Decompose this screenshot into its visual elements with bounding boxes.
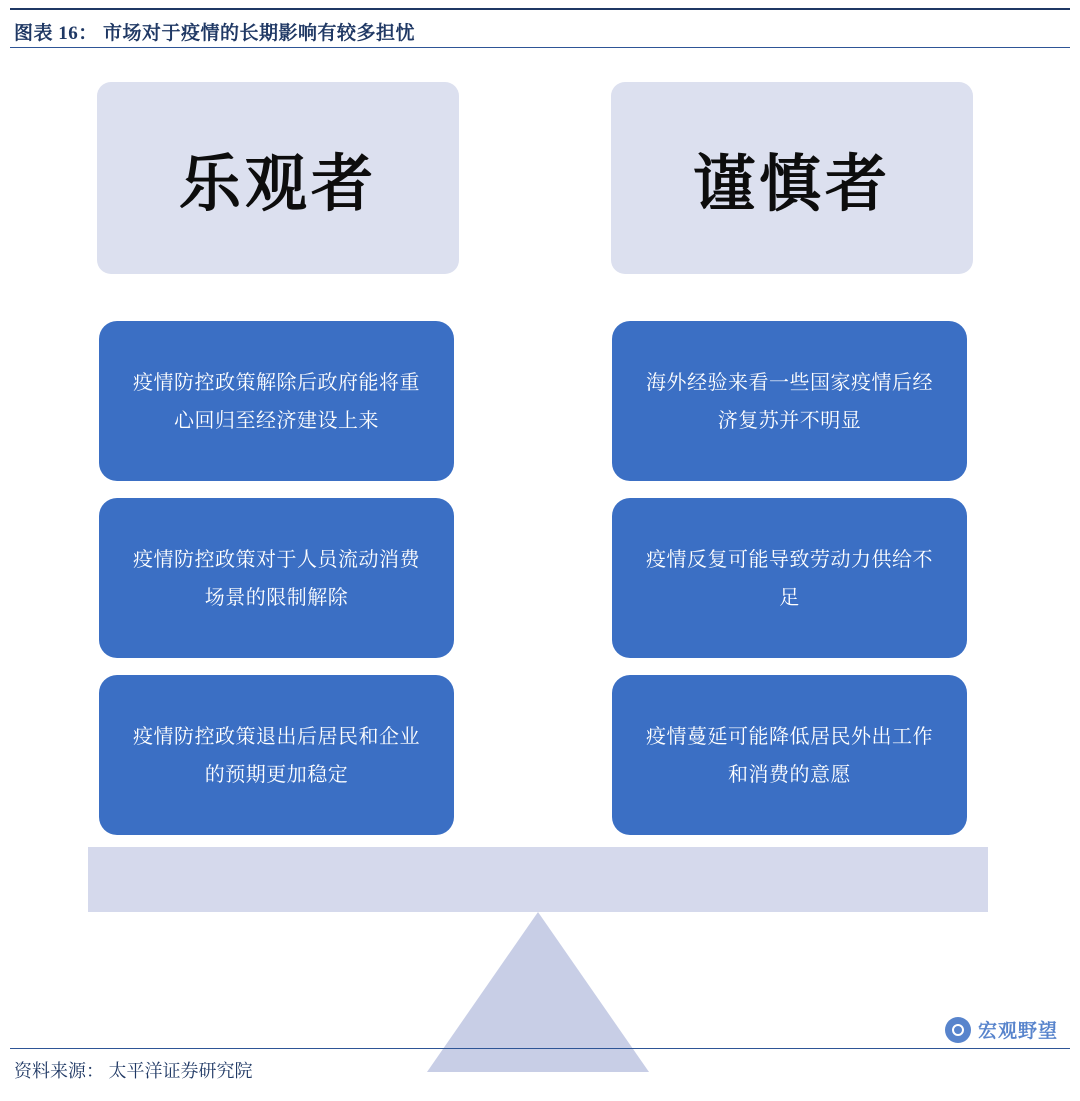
column-header-label: 谨慎者 bbox=[692, 146, 891, 220]
point-card-text: 疫情反复可能导致劳动力供给不足 bbox=[646, 547, 933, 609]
footer-rule bbox=[10, 1048, 1070, 1050]
watermark-label: 宏观野望 bbox=[977, 1020, 1058, 1042]
point-card bbox=[99, 321, 454, 481]
point-card-text: 疫情蔓延可能降低居民外出工作和消费的意愿 bbox=[646, 724, 933, 786]
header-bottom-rule bbox=[10, 47, 1070, 48]
source-note: 资料来源： 太平洋证券研究院 bbox=[14, 1061, 253, 1081]
balance-beam bbox=[88, 847, 988, 912]
point-card-text: 海外经验来看一些国家疫情后经济复苏并不明显 bbox=[646, 370, 933, 432]
point-card bbox=[99, 675, 454, 835]
point-card-text: 疫情防控政策对于人员流动消费场景的限制解除 bbox=[133, 547, 420, 609]
header-top-rule bbox=[10, 8, 1070, 10]
figure-title: 图表 16： 市场对于疫情的长期影响有较多担忧 bbox=[14, 23, 416, 44]
column-header-optimists bbox=[97, 82, 459, 274]
balance-diagram bbox=[0, 50, 1080, 1050]
point-card bbox=[612, 321, 967, 481]
column-header-cautious bbox=[611, 82, 973, 274]
point-card bbox=[99, 498, 454, 658]
circle-logo-icon bbox=[945, 1017, 971, 1043]
point-card-text: 疫情防控政策退出后居民和企业的预期更加稳定 bbox=[133, 724, 420, 786]
point-card-text: 疫情防控政策解除后政府能将重心回归至经济建设上来 bbox=[133, 370, 420, 432]
column-header-label: 乐观者 bbox=[178, 146, 377, 220]
watermark-badge bbox=[945, 1016, 1058, 1043]
point-card bbox=[612, 675, 967, 835]
point-card bbox=[612, 498, 967, 658]
